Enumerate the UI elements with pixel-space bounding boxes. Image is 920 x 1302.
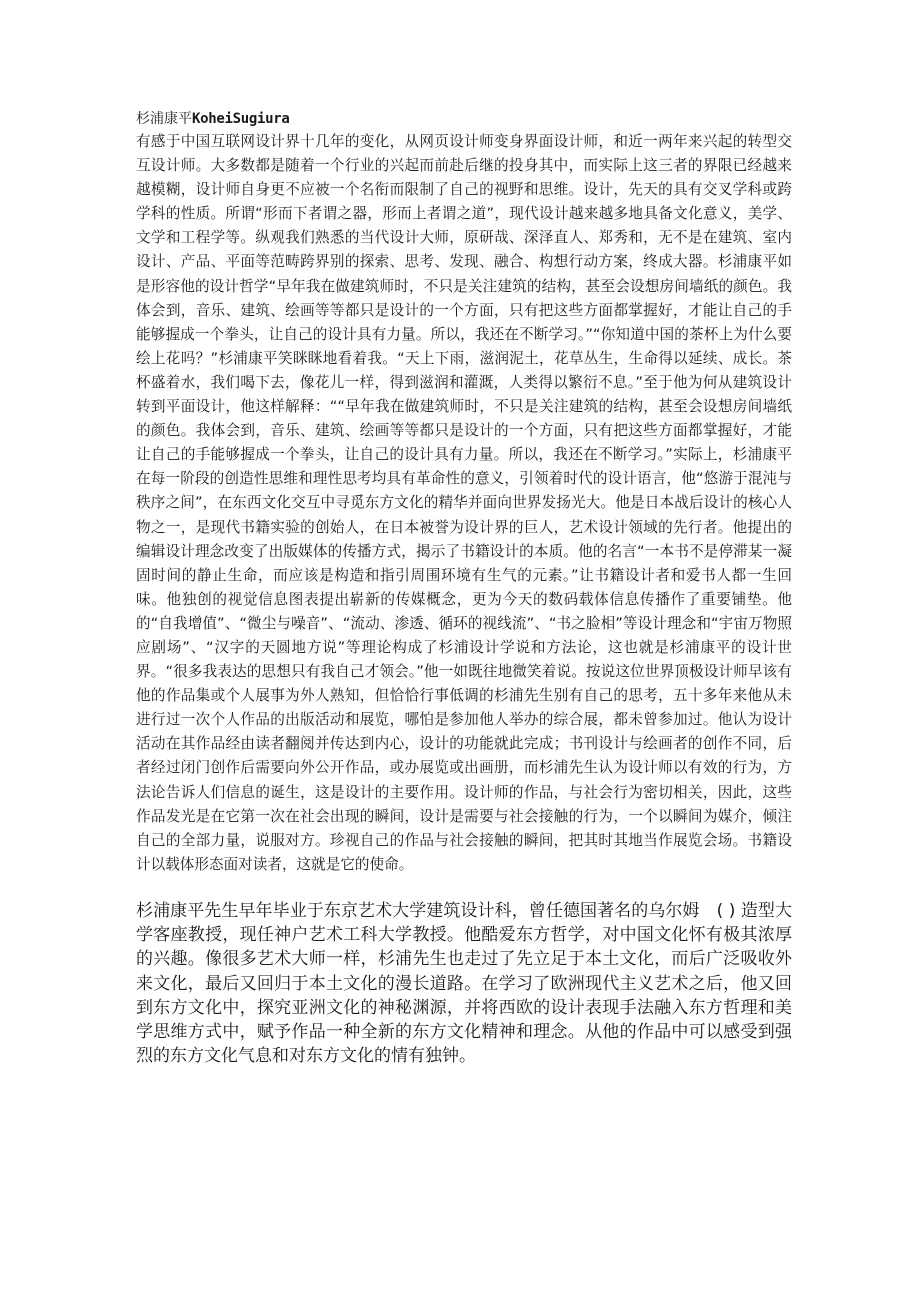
- paragraph-1: 有感于中国互联网设计界十几年的变化，从网页设计师变身界面设计师，和近一两年来兴起的转型交互设计师。大多数都是随着一个行业的兴起而前赴后继的投身其中，而实际上这三者的界限已经越来越模糊，设计师自身更不应被一个名衔而限制了自己的视野和思维。设计，先天的具有交叉学科或跨学科的性质。所谓“形而下者谓之器，形而上者谓之道”，现代设计越来越多地具备文化意义，美学、文学和工程学等。纵观我们熟悉的当代设计大师，原研哉、深泽直人、郑秀和，无不是在建筑、室内设计、产品、平面等范畴跨界别的探索、思考、发现、融合、构想行动方案，终成大器。杉浦康平如是形容他的设计哲学“早年我在做建筑师时，不只是关注建筑的结构，甚至会设想房间墙纸的颜色。我体会到，音乐、建筑、绘画等等都只是设计的一个方面，只有把这些方面都掌握好，才能让自己的手能够握成一个拳头，让自己的设计具有力量。所以，我还在不断学习。”“你知道中国的茶杯上为什么要绘上花吗？”杉浦康平笑眯眯地看着我。“天上下雨，滋润泥土，花草丛生，生命得以延续、成长。茶杯盛着水，我们喝下去，像花儿一样，得到滋润和灌溉，人类得以繁衍不息。”至于他为何从建筑设计转到平面设计，他这样解释：““早年我在做建筑师时，不只是关注建筑的结构，甚至会设想房间墙纸的颜色。我体会到，音乐、建筑、绘画等等都只是设计的一个方面，只有把这些方面都掌握好，才能让自己的手能够握成一个拳头，让自己的设计具有力量。所以，我还在不断学习。”实际上，杉浦康平在每一阶段的创造性思维和理性思考均具有革命性的意义，引领着时代的设计语言，他“悠游于混沌与秩序之间”，在东西文化交互中寻觅东方文化的精华并面向世界发扬光大。他是日本战后设计的核心人物之一，是现代书籍实验的创始人，在日本被誉为设计界的巨人，艺术设计领域的先行者。他提出的编辑设计理念改变了出版媒体的传播方式，揭示了书籍设计的本质。他的名言“一本书不是停滞某一凝固时间的静止生命，而应该是构造和指引周围环境有生气的元素。”让书籍设计者和爱书人都一生回味。他独创的视觉信息图表提出崭新的传媒概念，更为今天的数码载体信息传播作了重要铺垫。他的“自我增值”、“微尘与噪音”、“流动、渗透、循环的视线流”、“书之脸相”等设计理念和“宇宙万物照应剧场”、“汉字的天圆地方说”等理论构成了杉浦设计学说和方法论，这也就是杉浦康平的设计世界。“很多我表达的思想只有我自己才领会。”他一如既往地微笑着说。按说这位世界顶极设计师早该有他的作品集或个人展事为外人熟知，但恰恰行事低调的杉浦先生别有自己的思考，五十多年来他从未进行过一次个人作品的出版活动和展览，哪怕是参加他人举办的综合展，都未曾参加过。他认为设计活动在其作品经由读者翻阅并传达到内心，设计的功能就此完成；书刊设计与绘画者的创作不同，后者经过闭门创作后需要向外公开作品，或办展览或出画册，而杉浦先生认为设计师以有效的行为，方法论告诉人们信息的诞生，这是设计的主要作用。设计师的作品，与社会行为密切相关，因此，这些作品发光是在它第一次在社会出现的瞬间，设计是需要与社会接触的行为，一个以瞬间为媒介，倾注自己的全部力量，说服对方。珍视自己的作品与社会接触的瞬间，把其时其地当作展览会场。书籍设计以载体形态面对读者，这就是它的使命。: [136, 133, 792, 873]
- document-heading: [136, 108, 792, 130]
- heading-latin-name: KoheiSugiura: [192, 111, 290, 127]
- document-page: [136, 108, 792, 1068]
- paragraph-2: 杉浦康平先生早年毕业于东京艺术大学建筑设计科，曾任德国著名的乌尔姆 ( ) 造型大学客座教授，现任神户艺术工科大学教授。他酷爱东方哲学，对中国文化怀有极其浓厚的兴趣。像很多艺术大师一样，杉浦先生也走过了先立足于本土文化，而后广泛吸收外来文化，最后又回归于本土文化的漫长道路。在学习了欧洲现代主义艺术之后，他又回到东方文化中，探究亚洲文化的神秘渊源，并将西欧的设计表现手法融入东方哲理和美学思维方式中，赋予作品一种全新的东方文化精神和理念。从他的作品中可以感受到强烈的东方文化气息和对东方文化的情有独钟。: [136, 900, 792, 1067]
- heading-chinese-name: 杉浦康平: [136, 111, 192, 127]
